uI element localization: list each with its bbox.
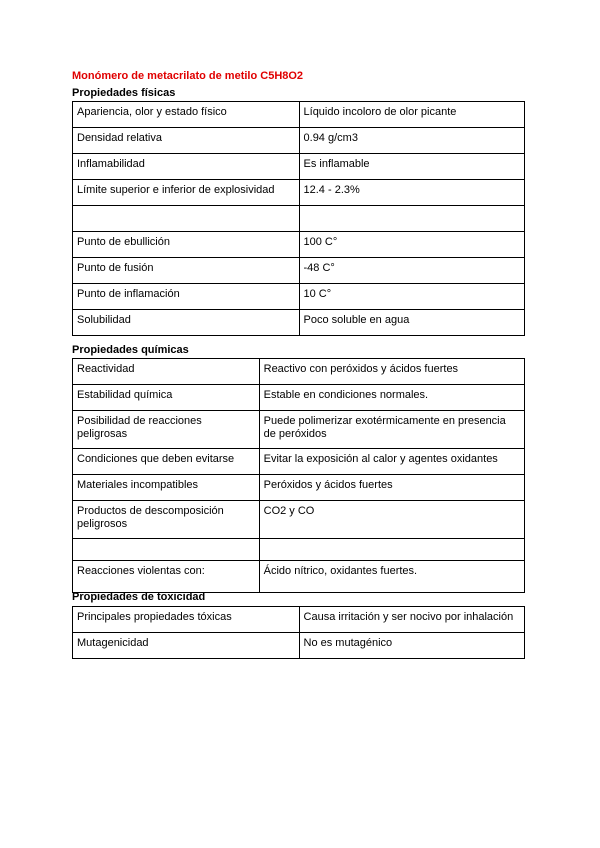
property-label: Posibilidad de reacciones peligrosas xyxy=(73,411,260,449)
chemical-properties-heading: Propiedades químicas xyxy=(72,344,189,356)
table-row xyxy=(73,180,525,206)
table-row xyxy=(73,561,525,593)
property-value xyxy=(299,206,524,232)
property-label: Reacciones violentas con: xyxy=(73,561,260,593)
property-value: CO2 y CO xyxy=(259,501,524,539)
property-value: Reactivo con peróxidos y ácidos fuertes xyxy=(259,359,524,385)
table-row xyxy=(73,310,525,336)
property-label: Inflamabilidad xyxy=(73,154,300,180)
table-row xyxy=(73,501,525,539)
property-label: Reactividad xyxy=(73,359,260,385)
property-label: Materiales incompatibles xyxy=(73,475,260,501)
property-value: 12.4 - 2.3% xyxy=(299,180,524,206)
physical-properties-heading: Propiedades físicas xyxy=(72,87,176,99)
table-row xyxy=(73,232,525,258)
property-value: Líquido incoloro de olor picante xyxy=(299,102,524,128)
property-value: Peróxidos y ácidos fuertes xyxy=(259,475,524,501)
property-value: Poco soluble en agua xyxy=(299,310,524,336)
property-label: Densidad relativa xyxy=(73,128,300,154)
toxicity-properties-heading: Propiedades de toxicidad xyxy=(72,591,206,603)
property-label: Punto de inflamación xyxy=(73,284,300,310)
property-value: Puede polimerizar exotérmicamente en presencia de peróxidos xyxy=(259,411,524,449)
property-value: Ácido nítrico, oxidantes fuertes. xyxy=(259,561,524,593)
table-row xyxy=(73,607,525,633)
table-row xyxy=(73,385,525,411)
toxicity-properties-table xyxy=(72,606,525,659)
property-label: Solubilidad xyxy=(73,310,300,336)
property-value: 0.94 g/cm3 xyxy=(299,128,524,154)
property-value: 10 C° xyxy=(299,284,524,310)
table-row xyxy=(73,154,525,180)
table-row xyxy=(73,128,525,154)
property-label xyxy=(73,539,260,561)
table-row xyxy=(73,475,525,501)
table-row xyxy=(73,633,525,659)
physical-properties-table xyxy=(72,101,525,336)
property-label: Límite superior e inferior de explosividad xyxy=(73,180,300,206)
property-label xyxy=(73,206,300,232)
property-label: Condiciones que deben evitarse xyxy=(73,449,260,475)
table-row xyxy=(73,102,525,128)
chemical-properties-table xyxy=(72,358,525,593)
property-value: Causa irritación y ser nocivo por inhalación xyxy=(299,607,524,633)
property-value: -48 C° xyxy=(299,258,524,284)
table-row xyxy=(73,359,525,385)
property-value: 100 C° xyxy=(299,232,524,258)
property-label: Estabilidad química xyxy=(73,385,260,411)
document-title: Monómero de metacrilato de metilo C5H8O2 xyxy=(72,70,304,82)
table-row xyxy=(73,258,525,284)
property-label: Principales propiedades tóxicas xyxy=(73,607,300,633)
property-value: Es inflamable xyxy=(299,154,524,180)
table-row xyxy=(73,411,525,449)
property-value: No es mutagénico xyxy=(299,633,524,659)
table-row xyxy=(73,284,525,310)
property-value: Estable en condiciones normales. xyxy=(259,385,524,411)
property-value: Evitar la exposición al calor y agentes oxidantes xyxy=(259,449,524,475)
property-label: Punto de fusión xyxy=(73,258,300,284)
table-row xyxy=(73,449,525,475)
property-label: Productos de descomposición peligrosos xyxy=(73,501,260,539)
property-label: Punto de ebullición xyxy=(73,232,300,258)
table-row-empty xyxy=(73,206,525,232)
property-label: Apariencia, olor y estado físico xyxy=(73,102,300,128)
property-label: Mutagenicidad xyxy=(73,633,300,659)
table-row-empty xyxy=(73,539,525,561)
property-value xyxy=(259,539,524,561)
